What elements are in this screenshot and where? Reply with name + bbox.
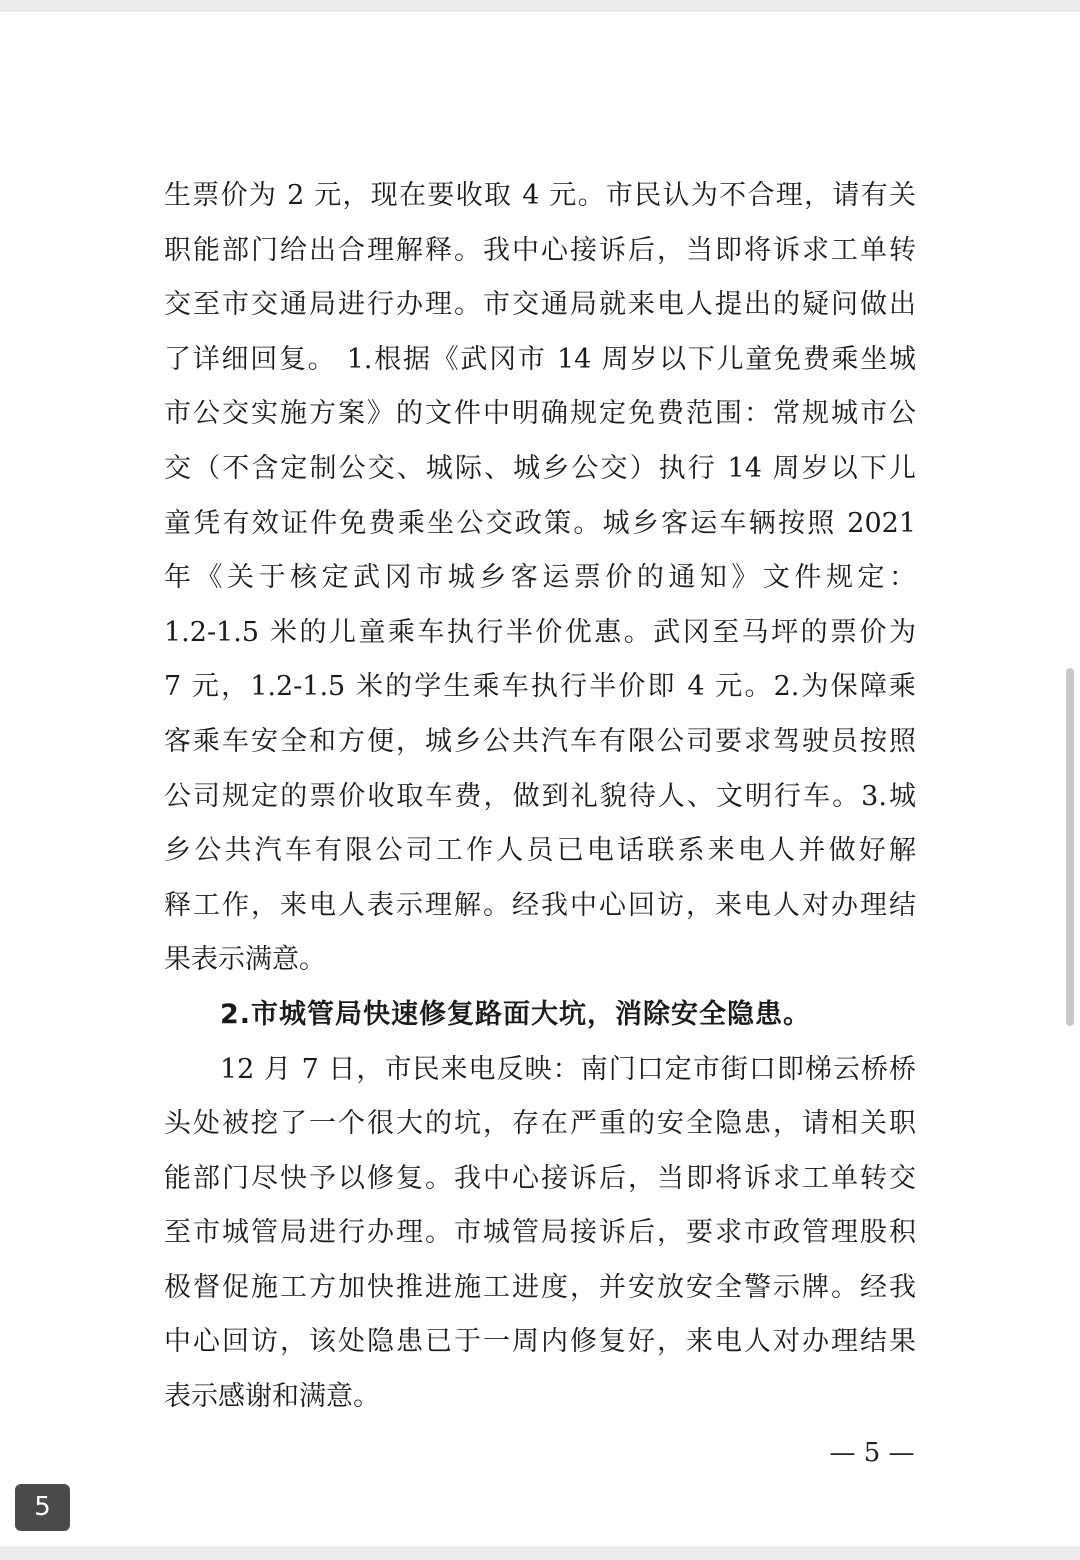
document-page: [0, 12, 1080, 1546]
text-line: 职能部门给出合理解释。我中心接诉后，当即将诉求工单转: [164, 234, 916, 266]
text-line: 交至市交通局进行办理。市交通局就来电人提出的疑问做出: [164, 289, 916, 321]
text-line: 表示感谢和满意。: [164, 1381, 380, 1413]
vertical-scrollbar[interactable]: [1066, 668, 1074, 1026]
text-line: 中心回访，该处隐患已于一周内修复好，来电人对办理结果: [164, 1326, 916, 1358]
paragraph-1: [164, 169, 916, 988]
text-line: 生票价为 2 元，现在要收取 4 元。市民认为不合理，请有关: [164, 180, 916, 211]
text-line: 12 月 7 日，市民来电反映：南门口定市街口即梯云桥桥: [220, 1053, 916, 1085]
text-line: 童凭有效证件免费乘坐公交政策。城乡客运车辆按照 2021: [164, 507, 916, 539]
current-page-badge[interactable]: 5: [15, 1484, 70, 1531]
page-number-footer: — 5 —: [829, 1438, 915, 1468]
text-line: 乡公共汽车有限公司工作人员已电话联系来电人并做好解: [164, 835, 916, 867]
section-heading: 2.市城管局快速修复路面大坑，消除安全隐患。: [220, 998, 812, 1030]
text-line: 7 元，1.2-1.5 米的学生乘车执行半价即 4 元。2.为保障乘: [164, 671, 916, 703]
text-line: 年《关于核定武冈市城乡客运票价的通知》文件规定：: [164, 562, 916, 594]
text-line: 市公交实施方案》的文件中明确规定免费范围：常规城市公: [164, 398, 916, 430]
text-line: 了详细回复。 1.根据《武冈市 14 周岁以下儿童免费乘坐城: [164, 343, 916, 375]
text-line: 能部门尽快予以修复。我中心接诉后，当即将诉求工单转交: [164, 1162, 916, 1194]
text-line: 果表示满意。: [164, 944, 326, 976]
text-line: 至市城管局进行办理。市城管局接诉后，要求市政管理股积: [164, 1217, 916, 1249]
text-line: 极督促施工方加快推进施工进度，并安放安全警示牌。经我: [164, 1271, 916, 1303]
text-line: 客乘车安全和方便，城乡公共汽车有限公司要求驾驶员按照: [164, 725, 916, 757]
text-line: 1.2-1.5 米的儿童乘车执行半价优惠。武冈至马坪的票价为: [164, 616, 916, 648]
paragraph-2: [164, 1043, 916, 1425]
text-line: 释工作，来电人表示理解。经我中心回访，来电人对办理结: [164, 889, 916, 921]
text-line: 公司规定的票价收取车费，做到礼貌待人、文明行车。3.城: [164, 780, 916, 812]
page-content: [164, 169, 916, 1425]
text-line: 交（不含定制公交、城际、城乡公交）执行 14 周岁以下儿: [164, 452, 916, 484]
text-line: 头处被挖了一个很大的坑，存在严重的安全隐患，请相关职: [164, 1108, 916, 1140]
